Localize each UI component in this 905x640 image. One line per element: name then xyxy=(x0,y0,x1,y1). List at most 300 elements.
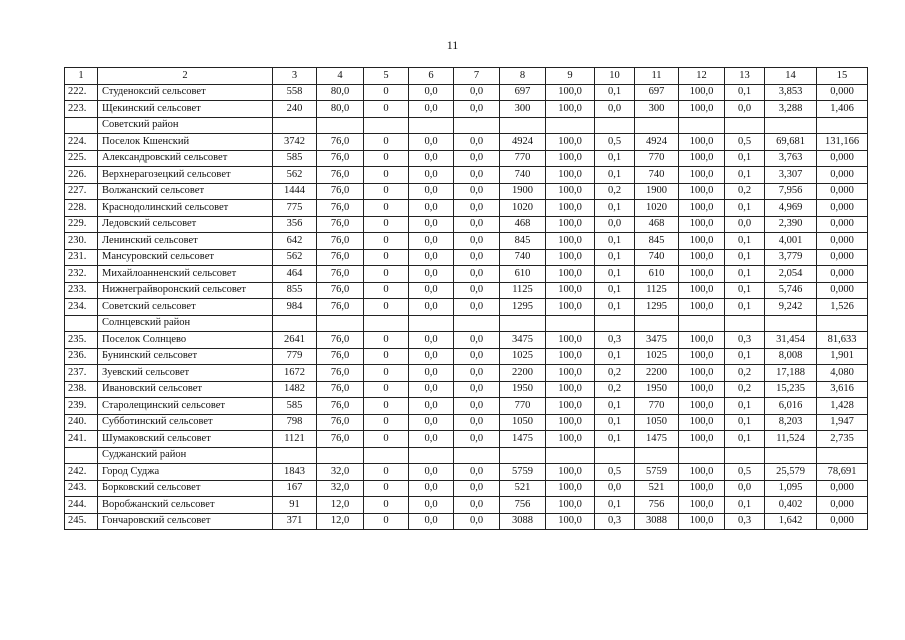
table-cell xyxy=(635,447,679,464)
settlement-name: Советский сельсовет xyxy=(98,299,273,316)
table-cell: 1025 xyxy=(635,348,679,365)
table-cell: 0,0 xyxy=(454,101,500,118)
table-cell: 0,0 xyxy=(409,134,454,151)
table-cell: 2641 xyxy=(273,332,317,349)
table-cell: 0 xyxy=(364,497,409,514)
table-cell: 100,0 xyxy=(679,464,725,481)
table-cell: 100,0 xyxy=(679,282,725,299)
table-cell: 0,1 xyxy=(725,84,765,101)
table-cell: 76,0 xyxy=(317,381,364,398)
table-cell: 1295 xyxy=(500,299,546,316)
table-cell: 1950 xyxy=(500,381,546,398)
table-cell: 11,524 xyxy=(765,431,817,448)
table-cell: 0,1 xyxy=(595,167,635,184)
table-cell: 1672 xyxy=(273,365,317,382)
settlement-name: Верхнерагозецкий сельсовет xyxy=(98,167,273,184)
row-number: 234. xyxy=(65,299,98,316)
table-cell: 0,0 xyxy=(409,480,454,497)
table-cell: 0,1 xyxy=(595,233,635,250)
table-cell: 100,0 xyxy=(546,282,595,299)
table-cell xyxy=(364,315,409,332)
header-row xyxy=(65,68,868,85)
data-table xyxy=(64,67,868,530)
table-cell xyxy=(595,117,635,134)
table-cell: 0,2 xyxy=(595,381,635,398)
table-cell: 371 xyxy=(273,513,317,530)
settlement-name: Борковский сельсовет xyxy=(98,480,273,497)
table-cell: 76,0 xyxy=(317,266,364,283)
table-cell: 740 xyxy=(500,249,546,266)
table-cell: 100,0 xyxy=(546,381,595,398)
table-cell: 845 xyxy=(500,233,546,250)
table-cell: 0,0 xyxy=(595,480,635,497)
table-cell: 0,0 xyxy=(454,464,500,481)
table-cell: 100,0 xyxy=(679,249,725,266)
table-cell: 0,2 xyxy=(725,381,765,398)
column-header: 4 xyxy=(317,68,364,85)
table-cell: 1900 xyxy=(500,183,546,200)
table-cell xyxy=(817,315,868,332)
table-cell: 100,0 xyxy=(546,84,595,101)
table-cell: 0,1 xyxy=(725,249,765,266)
table-cell: 1,642 xyxy=(765,513,817,530)
table-cell: 1482 xyxy=(273,381,317,398)
table-cell: 1475 xyxy=(635,431,679,448)
table-cell: 76,0 xyxy=(317,348,364,365)
table-cell: 17,188 xyxy=(765,365,817,382)
table-cell: 0,0 xyxy=(454,249,500,266)
table-cell: 15,235 xyxy=(765,381,817,398)
table-cell: 25,579 xyxy=(765,464,817,481)
column-header: 14 xyxy=(765,68,817,85)
table-cell: 0,000 xyxy=(817,480,868,497)
table-cell: 521 xyxy=(500,480,546,497)
table-cell: 1125 xyxy=(635,282,679,299)
table-cell: 100,0 xyxy=(679,233,725,250)
table-cell: 131,166 xyxy=(817,134,868,151)
table-cell: 76,0 xyxy=(317,249,364,266)
table-cell: 0,000 xyxy=(817,216,868,233)
table-row xyxy=(65,200,868,217)
table-cell xyxy=(765,447,817,464)
table-cell: 0 xyxy=(364,167,409,184)
table-cell: 2200 xyxy=(500,365,546,382)
table-cell: 0,0 xyxy=(454,365,500,382)
page-number: 11 xyxy=(446,38,459,52)
table-cell: 0,0 xyxy=(595,101,635,118)
table-cell: 0,0 xyxy=(409,200,454,217)
table-cell: 0 xyxy=(364,381,409,398)
table-cell: 0,0 xyxy=(409,150,454,167)
row-number: 245. xyxy=(65,513,98,530)
settlement-name: Шумаковский сельсовет xyxy=(98,431,273,448)
table-cell: 770 xyxy=(635,398,679,415)
table-cell: 0,0 xyxy=(409,414,454,431)
table-cell: 0,1 xyxy=(725,167,765,184)
table-cell: 6,016 xyxy=(765,398,817,415)
table-cell: 984 xyxy=(273,299,317,316)
table-cell: 3742 xyxy=(273,134,317,151)
table-cell: 464 xyxy=(273,266,317,283)
row-number: 239. xyxy=(65,398,98,415)
row-number: 235. xyxy=(65,332,98,349)
table-cell: 0,0 xyxy=(725,216,765,233)
table-cell xyxy=(635,315,679,332)
section-title: Советский район xyxy=(98,117,273,134)
table-cell: 3088 xyxy=(500,513,546,530)
section-row xyxy=(65,447,868,464)
table-cell xyxy=(409,315,454,332)
table-cell: 0,1 xyxy=(595,398,635,415)
column-header: 6 xyxy=(409,68,454,85)
table-row xyxy=(65,150,868,167)
column-header: 7 xyxy=(454,68,500,85)
table-cell: 76,0 xyxy=(317,414,364,431)
table-cell: 740 xyxy=(635,249,679,266)
table-cell: 0,0 xyxy=(454,233,500,250)
table-cell: 100,0 xyxy=(679,398,725,415)
table-cell: 8,008 xyxy=(765,348,817,365)
table-cell: 0 xyxy=(364,216,409,233)
table-cell: 770 xyxy=(500,398,546,415)
table-cell: 521 xyxy=(635,480,679,497)
table-cell: 76,0 xyxy=(317,431,364,448)
table-cell: 0,2 xyxy=(595,183,635,200)
table-cell: 1,428 xyxy=(817,398,868,415)
table-cell: 12,0 xyxy=(317,497,364,514)
table-cell xyxy=(817,117,868,134)
table-cell: 468 xyxy=(500,216,546,233)
table-cell: 100,0 xyxy=(679,332,725,349)
table-cell: 0,1 xyxy=(595,414,635,431)
table-cell: 1900 xyxy=(635,183,679,200)
table-cell: 0,402 xyxy=(765,497,817,514)
row-number: 222. xyxy=(65,84,98,101)
settlement-name: Нижнеграйворонский сельсовет xyxy=(98,282,273,299)
table-cell: 0,0 xyxy=(454,414,500,431)
table-cell: 0,0 xyxy=(409,332,454,349)
table-cell: 0,0 xyxy=(409,431,454,448)
table-cell xyxy=(500,315,546,332)
table-cell: 0,1 xyxy=(595,497,635,514)
table-cell: 0,0 xyxy=(409,398,454,415)
table-cell: 1475 xyxy=(500,431,546,448)
table-cell: 1050 xyxy=(635,414,679,431)
row-number: 242. xyxy=(65,464,98,481)
table-cell: 0 xyxy=(364,249,409,266)
table-cell: 0,0 xyxy=(409,101,454,118)
table-cell: 0 xyxy=(364,513,409,530)
table-cell: 2,390 xyxy=(765,216,817,233)
table-cell: 100,0 xyxy=(546,414,595,431)
table-row xyxy=(65,134,868,151)
table-cell: 0,0 xyxy=(409,381,454,398)
table-cell xyxy=(817,447,868,464)
table-cell: 31,454 xyxy=(765,332,817,349)
column-header: 15 xyxy=(817,68,868,85)
table-cell: 76,0 xyxy=(317,332,364,349)
table-cell: 0,5 xyxy=(595,464,635,481)
section-title: Суджанский район xyxy=(98,447,273,464)
column-header: 8 xyxy=(500,68,546,85)
table-cell: 100,0 xyxy=(546,431,595,448)
table-cell: 0,000 xyxy=(817,150,868,167)
table-cell: 0,1 xyxy=(725,299,765,316)
table-cell: 100,0 xyxy=(679,365,725,382)
table-cell: 0,2 xyxy=(725,183,765,200)
table-cell: 0,0 xyxy=(409,282,454,299)
table-cell: 770 xyxy=(635,150,679,167)
table-cell: 0,5 xyxy=(725,134,765,151)
table-cell: 0,000 xyxy=(817,200,868,217)
table-cell: 775 xyxy=(273,200,317,217)
table-cell: 0 xyxy=(364,480,409,497)
table-cell: 100,0 xyxy=(679,134,725,151)
table-cell: 100,0 xyxy=(679,266,725,283)
row-number: 241. xyxy=(65,431,98,448)
table-cell: 0,1 xyxy=(595,266,635,283)
table-cell xyxy=(409,117,454,134)
table-cell: 0 xyxy=(364,266,409,283)
table-cell: 4,969 xyxy=(765,200,817,217)
table-cell: 76,0 xyxy=(317,216,364,233)
table-cell: 5,746 xyxy=(765,282,817,299)
row-number: 240. xyxy=(65,414,98,431)
table-row xyxy=(65,497,868,514)
table-cell: 100,0 xyxy=(546,513,595,530)
row-number: 236. xyxy=(65,348,98,365)
table-cell: 100,0 xyxy=(679,513,725,530)
table-cell: 0,0 xyxy=(454,282,500,299)
table-cell: 0,1 xyxy=(725,398,765,415)
table-row xyxy=(65,282,868,299)
table-cell: 0,1 xyxy=(725,414,765,431)
table-cell: 4,001 xyxy=(765,233,817,250)
table-cell: 610 xyxy=(635,266,679,283)
table-row xyxy=(65,183,868,200)
table-cell: 0 xyxy=(364,282,409,299)
table-cell: 0,0 xyxy=(409,299,454,316)
table-cell: 1121 xyxy=(273,431,317,448)
row-number: 244. xyxy=(65,497,98,514)
settlement-name: Поселок Кшенский xyxy=(98,134,273,151)
table-cell: 0,1 xyxy=(725,150,765,167)
table-row xyxy=(65,398,868,415)
table-cell: 0 xyxy=(364,365,409,382)
table-cell: 0,1 xyxy=(725,233,765,250)
table-cell: 0,0 xyxy=(409,249,454,266)
table-cell: 0,0 xyxy=(725,101,765,118)
table-cell: 585 xyxy=(273,150,317,167)
table-cell: 0,0 xyxy=(409,365,454,382)
table-cell: 100,0 xyxy=(546,183,595,200)
table-cell: 76,0 xyxy=(317,233,364,250)
table-cell: 0,1 xyxy=(595,150,635,167)
settlement-name: Старолещинский сельсовет xyxy=(98,398,273,415)
table-cell: 0,1 xyxy=(595,84,635,101)
table-cell: 0,0 xyxy=(454,348,500,365)
table-cell: 0,1 xyxy=(595,282,635,299)
table-cell: 100,0 xyxy=(679,200,725,217)
table-cell: 100,0 xyxy=(679,348,725,365)
table-cell: 0,0 xyxy=(454,216,500,233)
table-cell: 81,633 xyxy=(817,332,868,349)
table-cell: 0 xyxy=(364,150,409,167)
table-cell xyxy=(679,117,725,134)
table-cell xyxy=(725,117,765,134)
settlement-name: Ивановский сельсовет xyxy=(98,381,273,398)
table-cell xyxy=(409,447,454,464)
table-cell: 3088 xyxy=(635,513,679,530)
table-cell xyxy=(765,315,817,332)
table-cell: 1,947 xyxy=(817,414,868,431)
row-number: 226. xyxy=(65,167,98,184)
table-cell xyxy=(765,117,817,134)
table-cell xyxy=(725,315,765,332)
table-cell: 91 xyxy=(273,497,317,514)
table-cell xyxy=(317,117,364,134)
table-cell: 4924 xyxy=(635,134,679,151)
table-cell: 0 xyxy=(364,431,409,448)
table-cell: 0,3 xyxy=(595,332,635,349)
table-cell: 610 xyxy=(500,266,546,283)
table-cell: 0,000 xyxy=(817,513,868,530)
table-cell: 0,0 xyxy=(409,513,454,530)
table-cell: 0 xyxy=(364,233,409,250)
table-cell xyxy=(546,117,595,134)
section-row xyxy=(65,117,868,134)
row-number: 237. xyxy=(65,365,98,382)
table-cell: 0,0 xyxy=(409,266,454,283)
table-cell: 0,0 xyxy=(409,497,454,514)
table-cell: 100,0 xyxy=(679,84,725,101)
settlement-name: Ледовский сельсовет xyxy=(98,216,273,233)
column-header: 2 xyxy=(98,68,273,85)
table-cell: 1295 xyxy=(635,299,679,316)
table-cell: 3,288 xyxy=(765,101,817,118)
settlement-name: Мансуровский сельсовет xyxy=(98,249,273,266)
table-cell: 1,526 xyxy=(817,299,868,316)
table-row xyxy=(65,84,868,101)
table-cell: 0,1 xyxy=(595,249,635,266)
table-row xyxy=(65,464,868,481)
table-cell: 69,681 xyxy=(765,134,817,151)
table-cell: 562 xyxy=(273,249,317,266)
settlement-name: Субботинский сельсовет xyxy=(98,414,273,431)
table-cell: 740 xyxy=(635,167,679,184)
table-cell: 100,0 xyxy=(679,216,725,233)
table-cell: 3475 xyxy=(500,332,546,349)
table-cell xyxy=(546,315,595,332)
table-cell: 100,0 xyxy=(679,183,725,200)
table-cell: 0,0 xyxy=(409,233,454,250)
table-cell: 100,0 xyxy=(546,464,595,481)
column-header: 12 xyxy=(679,68,725,85)
table-cell: 0,0 xyxy=(454,513,500,530)
table-row xyxy=(65,233,868,250)
table-cell: 0,0 xyxy=(454,480,500,497)
table-cell: 0,1 xyxy=(725,282,765,299)
table-cell xyxy=(500,117,546,134)
table-row xyxy=(65,266,868,283)
table-cell: 0,0 xyxy=(454,134,500,151)
table-cell: 100,0 xyxy=(679,167,725,184)
table-cell xyxy=(679,315,725,332)
table-cell: 100,0 xyxy=(546,266,595,283)
settlement-name: Гончаровский сельсовет xyxy=(98,513,273,530)
table-cell: 770 xyxy=(500,150,546,167)
settlement-name: Зуевский сельсовет xyxy=(98,365,273,382)
settlement-name: Александровский сельсовет xyxy=(98,150,273,167)
row-number: 230. xyxy=(65,233,98,250)
table-cell xyxy=(454,117,500,134)
table-cell: 9,242 xyxy=(765,299,817,316)
table-cell: 0,0 xyxy=(454,381,500,398)
table-cell: 468 xyxy=(635,216,679,233)
table-cell: 0,0 xyxy=(409,84,454,101)
table-cell: 0,1 xyxy=(725,431,765,448)
table-cell xyxy=(317,315,364,332)
row-number: 231. xyxy=(65,249,98,266)
table-cell xyxy=(725,447,765,464)
table-cell: 0,1 xyxy=(595,299,635,316)
table-cell: 78,691 xyxy=(817,464,868,481)
section-title: Солнцевский район xyxy=(98,315,273,332)
table-cell: 0,000 xyxy=(817,183,868,200)
table-cell: 0,1 xyxy=(725,200,765,217)
table-cell: 100,0 xyxy=(546,332,595,349)
table-cell: 8,203 xyxy=(765,414,817,431)
table-cell: 80,0 xyxy=(317,101,364,118)
table-cell: 0,000 xyxy=(817,233,868,250)
table-cell: 642 xyxy=(273,233,317,250)
table-cell: 100,0 xyxy=(679,101,725,118)
table-cell: 3,853 xyxy=(765,84,817,101)
table-cell: 845 xyxy=(635,233,679,250)
table-cell xyxy=(595,315,635,332)
table-cell: 0 xyxy=(364,101,409,118)
table-cell: 1025 xyxy=(500,348,546,365)
row-number: 228. xyxy=(65,200,98,217)
column-header: 3 xyxy=(273,68,317,85)
table-cell: 0,1 xyxy=(595,348,635,365)
table-cell: 3475 xyxy=(635,332,679,349)
table-row xyxy=(65,167,868,184)
table-cell: 76,0 xyxy=(317,282,364,299)
table-cell: 0,0 xyxy=(595,216,635,233)
table-cell: 0 xyxy=(364,134,409,151)
table-cell: 300 xyxy=(500,101,546,118)
table-cell: 0,0 xyxy=(454,84,500,101)
table-cell: 0 xyxy=(364,84,409,101)
table-cell: 1125 xyxy=(500,282,546,299)
table-cell: 3,616 xyxy=(817,381,868,398)
table-cell: 0,5 xyxy=(595,134,635,151)
table-cell: 697 xyxy=(500,84,546,101)
table-cell: 32,0 xyxy=(317,480,364,497)
table-cell: 1020 xyxy=(635,200,679,217)
table-cell: 1950 xyxy=(635,381,679,398)
table-cell: 100,0 xyxy=(546,398,595,415)
table-cell: 0,0 xyxy=(454,332,500,349)
column-header: 9 xyxy=(546,68,595,85)
table-row xyxy=(65,249,868,266)
table-cell: 100,0 xyxy=(546,167,595,184)
column-header: 13 xyxy=(725,68,765,85)
table-cell: 100,0 xyxy=(546,249,595,266)
table-cell: 0,0 xyxy=(454,497,500,514)
row-number: 227. xyxy=(65,183,98,200)
